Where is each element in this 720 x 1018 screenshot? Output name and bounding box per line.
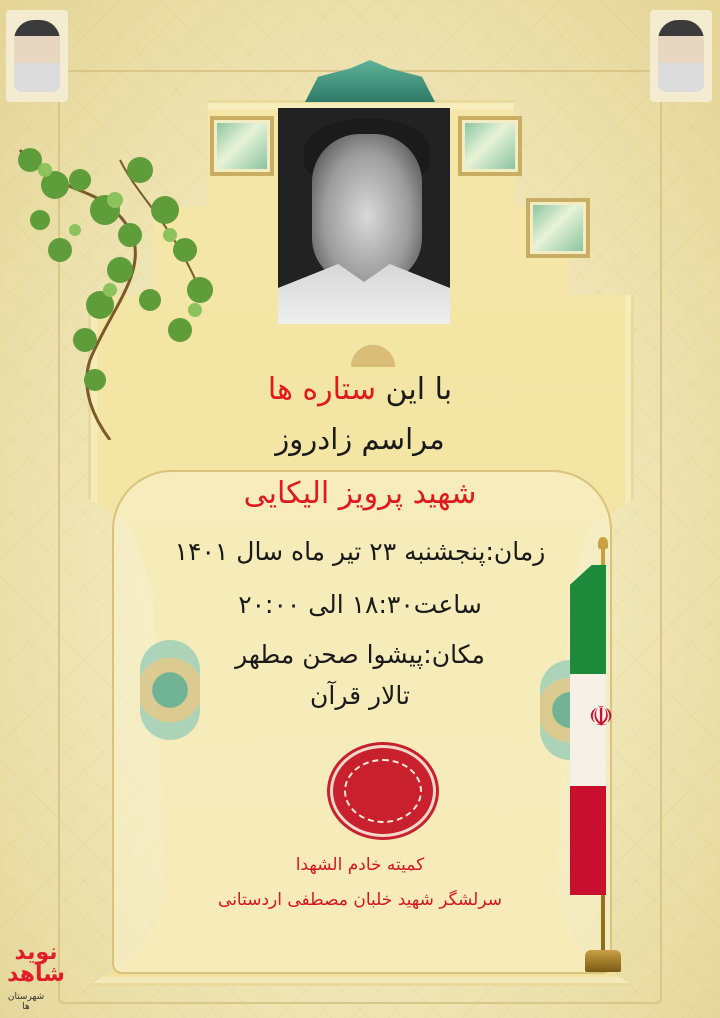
event-hall: تالار قرآن <box>310 681 410 710</box>
martyr-name: شهید پرویز الیکایی <box>243 476 477 511</box>
event-place: مکان:پیشوا صحن مطهر <box>235 640 485 669</box>
ceremony-title: مراسم زادروز <box>275 422 445 456</box>
watermark-brand: نوید شاهد <box>7 940 65 987</box>
committee-name: کمیته خادم الشهدا <box>295 855 425 875</box>
headline-highlight: ستاره ها <box>267 372 376 407</box>
martyr-photo <box>278 108 450 324</box>
headline <box>120 372 600 407</box>
leader-portrait-left <box>6 10 68 102</box>
tile-ornament <box>458 116 522 176</box>
watermark-sub: شهرستان ها <box>7 992 45 1012</box>
flag-base <box>585 950 621 972</box>
tile-ornament <box>526 198 590 258</box>
leader-portrait-right <box>650 10 712 102</box>
crown-ornament <box>338 325 408 367</box>
khadem-shohada-logo-icon <box>333 748 433 834</box>
headline-prefix: با این <box>385 372 453 407</box>
committee-subtitle: سرلشگر شهید خلبان مصطفی اردستانی <box>218 890 502 910</box>
flag-emblem-icon: ☫ <box>588 700 614 733</box>
event-time: ساعت۱۸:۳۰ الی ۲۰:۰۰ <box>238 590 482 619</box>
event-date: زمان:پنجشنبه ۲۳ تیر ماه سال ۱۴۰۱ <box>174 537 546 566</box>
